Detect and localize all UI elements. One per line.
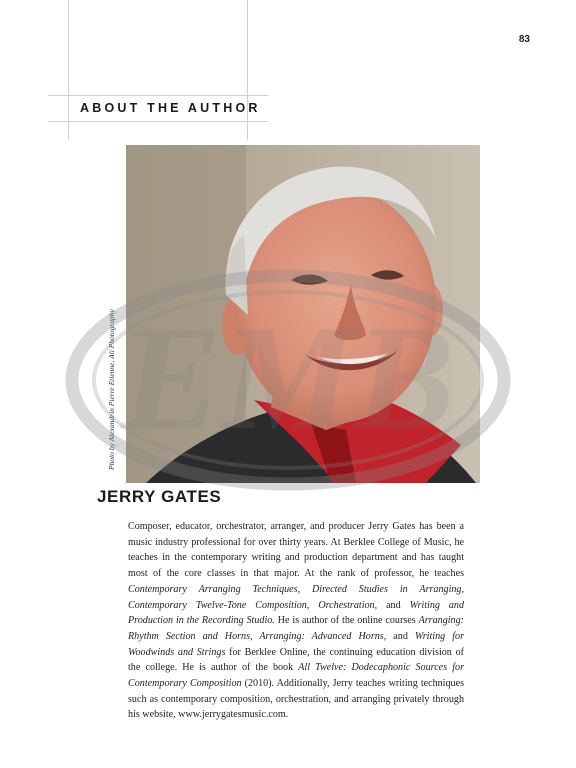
bio-course-titles: Contemporary Arranging Techniques, Directed Studies in Arranging, Contemporary Twelve-Tone Composition, Orchestration, [128, 583, 464, 611]
bio-text: Composer, educator, orchestrator, arranger, and producer Jerry Gates has been a music industry professional for over thirty years. At Berklee College of Music, he teaches in the contemporary writing and production department and has taught most of the core classes in that major. At the rank of professor, he teaches [128, 521, 464, 580]
bio-text: (2010). Additionally, Jerry teaches writing techniques such as contemporary composition, orchestration, and arranging privately through his website, www.jerrygatesmusic.com. [128, 678, 464, 721]
bio-online-course-titles: Arranging: Rhythm Section and Horns, Arranging: Advanced Horns, [128, 615, 464, 642]
author-portrait-image [126, 145, 480, 483]
author-name: JERRY GATES [97, 487, 222, 506]
photo-credit: Photo by Alexandrin Pierre Etienne, Ali Photography [107, 309, 116, 470]
bio-text: and [386, 630, 415, 642]
bio-text: and [377, 599, 410, 611]
section-heading: ABOUT THE AUTHOR [80, 101, 261, 115]
author-photo [126, 145, 480, 483]
guide-line-horizontal-bottom [48, 121, 268, 122]
bio-course-title: Writing and Production in the Recording Studio. [128, 599, 465, 627]
bio-online-course-title: Writing for Woodwinds and Strings [128, 630, 465, 658]
page-number: 83 [518, 34, 530, 45]
author-bio [128, 519, 464, 723]
guide-line-horizontal-top [48, 95, 268, 96]
bio-text: He is author of the online courses [274, 615, 419, 627]
bio-text: for Berklee Online, the continuing education division of the college. He is author of the book [128, 646, 464, 674]
guide-line-vertical-left [68, 0, 69, 140]
bio-book-title: All Twelve: Dodecaphonic Sources for Contemporary Composition [128, 662, 464, 690]
guide-line-vertical-right [247, 0, 248, 140]
